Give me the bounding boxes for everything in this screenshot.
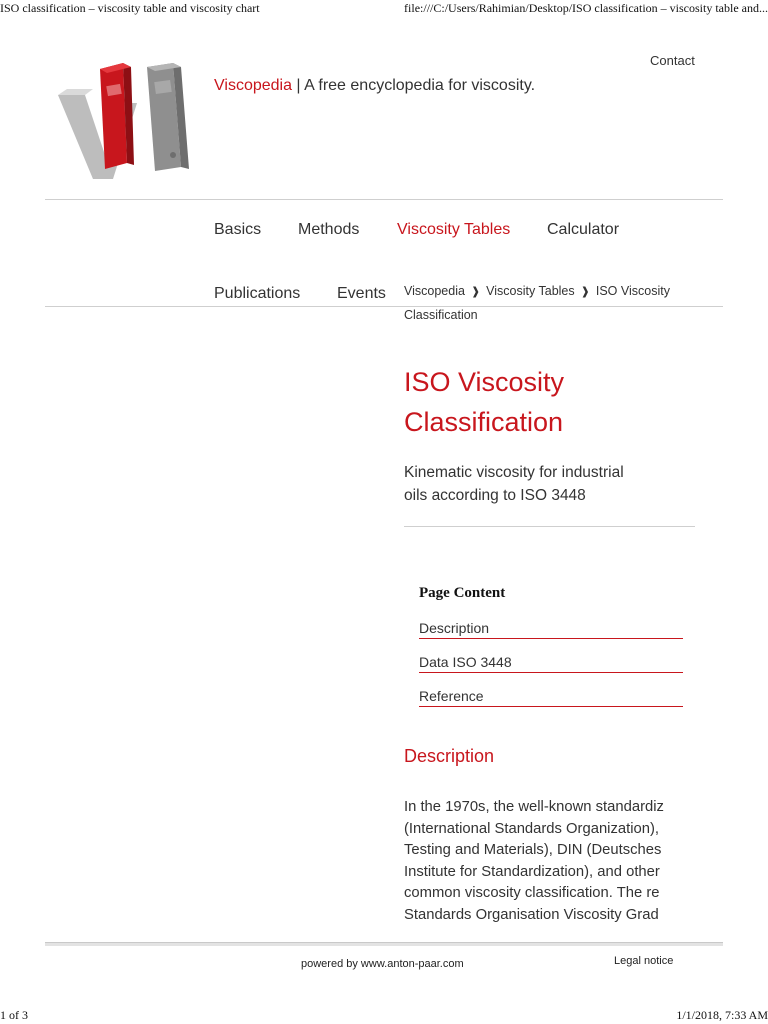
- breadcrumb-separator-icon: ❱: [580, 286, 590, 298]
- page-content-title: Page Content: [419, 585, 506, 601]
- footer-divider: [45, 942, 723, 946]
- breadcrumb-current: ISO Viscosity Classification: [404, 284, 670, 322]
- breadcrumb-viscosity-tables[interactable]: Viscosity Tables: [486, 284, 575, 298]
- header-divider: [45, 199, 723, 200]
- print-header-title: ISO classification – viscosity table and viscosity chart: [0, 1, 260, 15]
- print-page-number: 1 of 3: [0, 1008, 28, 1022]
- legal-notice-link[interactable]: Legal notice: [614, 955, 674, 967]
- page-lead-line-2: oils according to ISO 3448: [404, 487, 586, 504]
- page-title-line-1: ISO Viscosity: [404, 367, 565, 397]
- tagline-text: | A free encyclopedia for viscosity.: [291, 77, 536, 94]
- description-text: [404, 797, 696, 926]
- description-line: common viscosity classification. The re: [404, 885, 660, 901]
- nav-divider: [45, 306, 723, 307]
- viscopedia-logo[interactable]: [55, 55, 200, 183]
- books-logo-icon: [55, 55, 200, 183]
- page-lead: [404, 461, 694, 507]
- print-datetime: 1/1/2018, 7:33 AM: [676, 1008, 768, 1022]
- nav-events[interactable]: Events: [337, 285, 386, 302]
- description-line: Standards Organisation Viscosity Grad: [404, 906, 659, 923]
- description-line: Testing and Materials), DIN (Deutsches: [404, 842, 662, 858]
- print-header-url: file:///C:/Users/Rahimian/Desktop/ISO classification – viscosity table and...: [404, 1, 768, 15]
- brand-link[interactable]: Viscopedia: [214, 77, 292, 94]
- toc-link-description[interactable]: Description: [419, 620, 683, 639]
- nav-basics[interactable]: Basics: [214, 221, 262, 238]
- breadcrumb-viscopedia[interactable]: Viscopedia: [404, 284, 465, 298]
- contact-link[interactable]: Contact: [650, 53, 695, 68]
- powered-by-link[interactable]: powered by www.anton-paar.com: [301, 958, 464, 970]
- nav-methods[interactable]: Methods: [298, 221, 360, 238]
- nav-calculator[interactable]: Calculator: [547, 221, 620, 238]
- description-line: Institute for Standardization), and other: [404, 863, 660, 880]
- description-line: In the 1970s, the well-known standardiz: [404, 799, 664, 815]
- page-title-line-2: Classification: [404, 407, 564, 437]
- toc-link-data-iso-3448[interactable]: Data ISO 3448: [419, 654, 683, 673]
- site-tagline: [214, 77, 535, 95]
- breadcrumb: [404, 280, 704, 327]
- toc-link-reference[interactable]: Reference: [419, 688, 683, 707]
- page-lead-line-1: Kinematic viscosity for industrial: [404, 464, 624, 481]
- nav-publications[interactable]: Publications: [214, 285, 301, 302]
- description-line: (International Standards Organization),: [404, 820, 659, 837]
- lead-divider: [404, 526, 695, 527]
- nav-viscosity-tables[interactable]: Viscosity Tables: [397, 221, 511, 238]
- page-title: [404, 362, 704, 442]
- breadcrumb-separator-icon: ❱: [470, 286, 481, 298]
- description-heading: Description: [404, 746, 495, 766]
